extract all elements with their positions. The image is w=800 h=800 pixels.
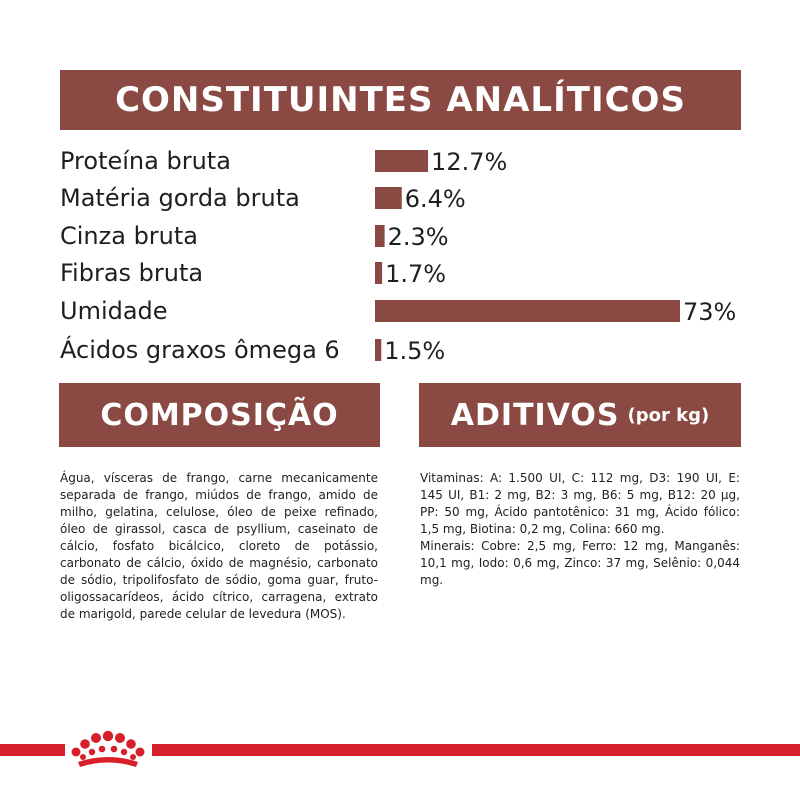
analytic-constituents-banner <box>60 70 741 130</box>
bar <box>375 225 385 247</box>
row-label: Matéria gorda bruta <box>60 184 300 212</box>
additives-banner <box>419 383 741 447</box>
additives-text <box>420 470 740 589</box>
composition-title: COMPOSIÇÃO <box>100 397 339 433</box>
row-label: Proteína bruta <box>60 147 231 175</box>
royal-canin-crown-icon <box>66 722 150 772</box>
value-label: 6.4% <box>404 185 466 213</box>
composition-text: Água, vísceras de frango, carne mecanicamente separada de frango, miúdos de frango, amido de milho, gelatina, celulose, óleo de peixe refinado, óleo de girassol, casca de psyllium, caseinato de cálcio, fosfato bicálcico, cloreto de potássio, carbonato de cálcio, óxido de magnésio, carbonato de sódio, tripolifosfato de sódio, goma guar, fruto-oligossacarídeos, ácido cítrico, carragena, extrato de marigold, parede celular de levedura (MOS). <box>60 471 378 621</box>
value-label: 12.7% <box>431 148 508 176</box>
additives-subtitle: (por kg) <box>627 404 710 426</box>
value-label: 1.7% <box>385 260 447 288</box>
bar <box>375 300 680 322</box>
row-label: Fibras bruta <box>60 259 204 287</box>
value-label: 1.5% <box>384 337 446 365</box>
value-label: 2.3% <box>387 223 449 251</box>
bar <box>375 339 381 361</box>
footer-line-left <box>0 744 65 756</box>
analytic-constituents-title: CONSTITUINTES ANALÍTICOS <box>115 80 686 120</box>
bar <box>375 150 428 172</box>
composition-banner <box>59 383 380 447</box>
vitamins-text: Vitaminas: A: 1.500 UI, C: 112 mg, D3: 190 UI, E: 145 UI, B1: 2 mg, B2: 3 mg, B6: 5 mg, B12: 20 µg, PP: 50 mg, Ácido pantotênico: 31 mg, Ácido fólico: 1,5 mg, Biotina: 0,2 mg, Colina: 660 mg. <box>420 471 740 536</box>
analytic-bar-chart <box>0 140 800 370</box>
additives-title: ADITIVOS <box>450 397 620 433</box>
bar <box>375 187 402 209</box>
row-label: Ácidos graxos ômega 6 <box>60 336 340 364</box>
value-label: 73% <box>683 298 737 326</box>
row-label: Umidade <box>60 297 168 325</box>
row-label: Cinza bruta <box>60 222 198 250</box>
bar <box>375 262 382 284</box>
footer-line <box>152 744 800 756</box>
minerals-text: Minerais: Cobre: 2,5 mg, Ferro: 12 mg, Manganês: 10,1 mg, Iodo: 0,6 mg, Zinco: 37 mg, Selênio: 0,044 mg. <box>420 539 740 587</box>
